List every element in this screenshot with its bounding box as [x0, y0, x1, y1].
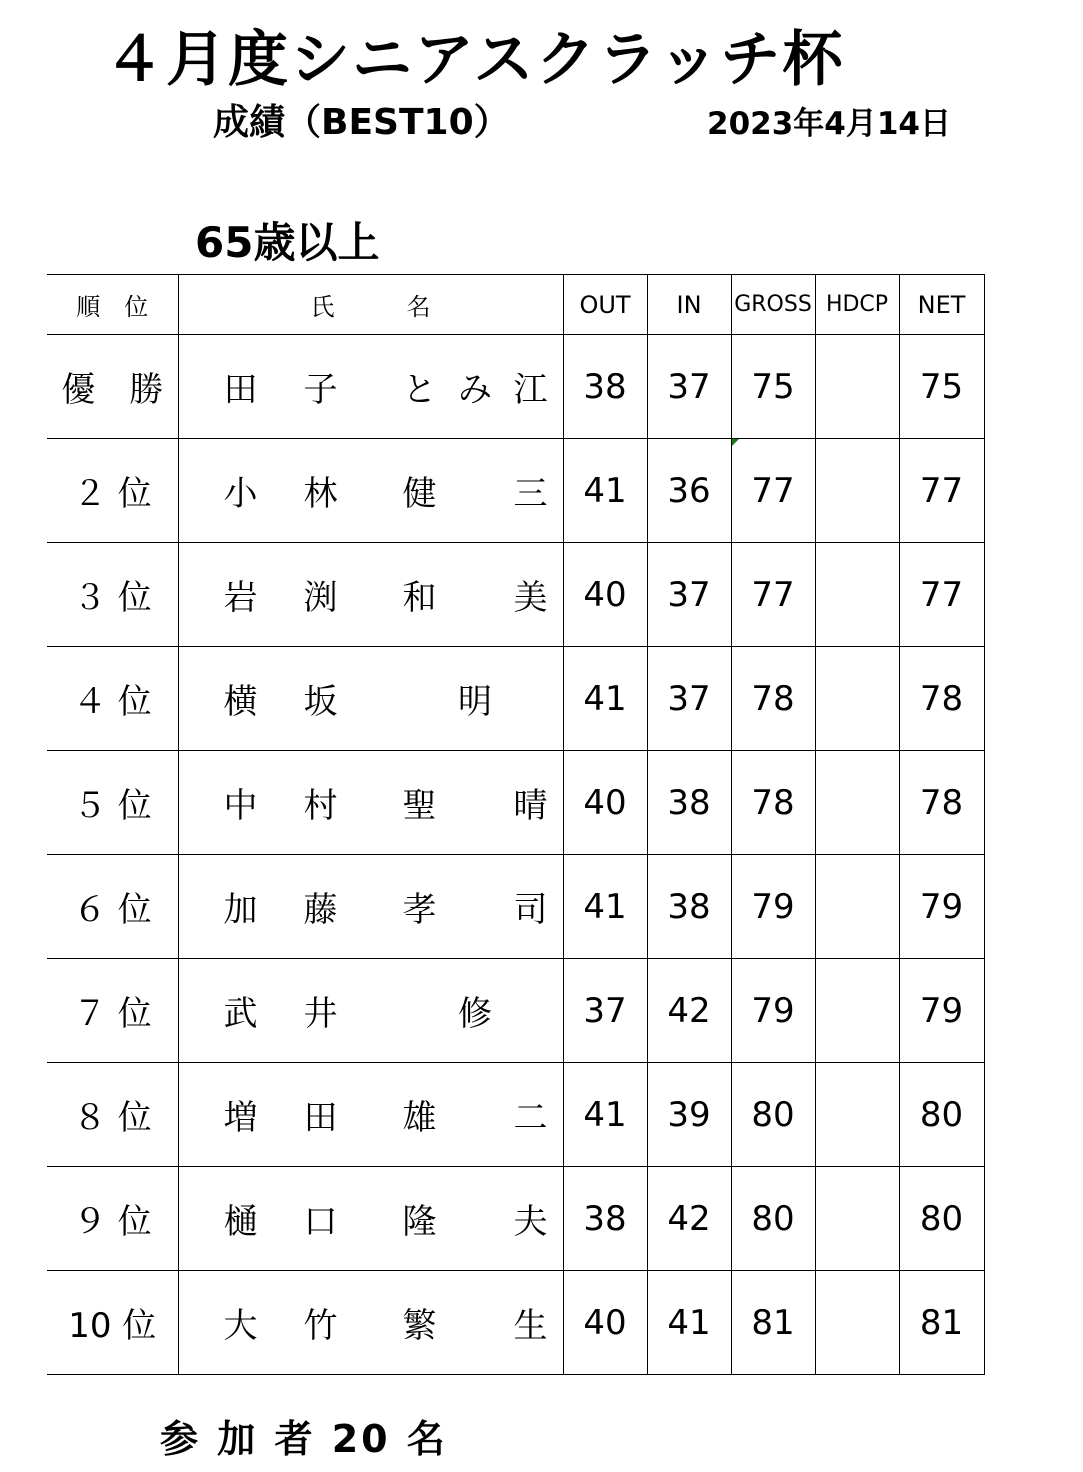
net-score-cell: 78 [899, 647, 984, 751]
given-name: 繁 生 [402, 1306, 548, 1346]
rank-cell: ４ 位 [47, 647, 178, 751]
net-score-cell: 77 [899, 543, 984, 647]
table-row [47, 855, 984, 959]
in-score-cell: 38 [647, 751, 731, 855]
net-score-cell: 80 [899, 1167, 984, 1271]
page-subtitle: 成績（BEST10） [213, 102, 510, 143]
name-cell [178, 335, 563, 439]
in-score-cell: 39 [647, 1063, 731, 1167]
surname: 小 林 [223, 474, 338, 514]
net-score-cell: 79 [899, 855, 984, 959]
surname: 武 井 [223, 994, 338, 1034]
name-cell [178, 959, 563, 1063]
rank-cell: ７ 位 [47, 959, 178, 1063]
event-date: 2023年4月14日 [707, 106, 951, 142]
hdcp-cell [815, 1167, 899, 1271]
in-score-cell: 41 [647, 1271, 731, 1375]
table-row [47, 439, 984, 543]
name-cell [178, 855, 563, 959]
column-header-net: NET [899, 275, 984, 335]
name-cell [178, 647, 563, 751]
surname: 岩 渕 [223, 578, 338, 618]
out-score-cell: 41 [563, 647, 647, 751]
out-score-cell: 40 [563, 1271, 647, 1375]
rank-cell: ５ 位 [47, 751, 178, 855]
given-name: 健 三 [402, 474, 548, 514]
surname: 樋 口 [223, 1202, 338, 1242]
table-header-row [47, 275, 984, 335]
cell-comment-marker [732, 439, 739, 446]
in-score-cell: 42 [647, 1167, 731, 1271]
name-cell [178, 1167, 563, 1271]
in-score-cell: 37 [647, 543, 731, 647]
in-score-cell: 37 [647, 335, 731, 439]
hdcp-cell [815, 751, 899, 855]
table-row [47, 1063, 984, 1167]
hdcp-cell [815, 543, 899, 647]
out-score-cell: 37 [563, 959, 647, 1063]
given-name: 雄 二 [402, 1098, 548, 1138]
hdcp-cell [815, 855, 899, 959]
out-score-cell: 40 [563, 751, 647, 855]
surname: 大 竹 [223, 1306, 338, 1346]
results-table [47, 274, 985, 1375]
given-name: 隆 夫 [402, 1202, 548, 1242]
hdcp-cell [815, 647, 899, 751]
surname: 田 子 [223, 370, 338, 410]
hdcp-cell [815, 439, 899, 543]
out-score-cell: 38 [563, 335, 647, 439]
out-score-cell: 40 [563, 543, 647, 647]
given-name: 修 [458, 994, 492, 1034]
out-score-cell: 38 [563, 1167, 647, 1271]
column-header-in: IN [647, 275, 731, 335]
gross-score-cell: 79 [731, 855, 815, 959]
given-name: と み 江 [402, 370, 548, 410]
table-row [47, 543, 984, 647]
name-cell [178, 1063, 563, 1167]
out-score-cell: 41 [563, 855, 647, 959]
column-header-hdcp: HDCP [815, 275, 899, 335]
column-header-rank: 順 位 [47, 275, 178, 335]
net-score-cell: 80 [899, 1063, 984, 1167]
name-cell [178, 751, 563, 855]
rank-cell: 10 位 [47, 1271, 178, 1375]
gross-score-cell: 77 [731, 439, 815, 543]
rank-cell: 優 勝 [47, 335, 178, 439]
column-header-name: 氏 名 [178, 275, 563, 335]
rank-cell: ８ 位 [47, 1063, 178, 1167]
in-score-cell: 42 [647, 959, 731, 1063]
given-name: 明 [458, 682, 492, 722]
table-row [47, 751, 984, 855]
net-score-cell: 81 [899, 1271, 984, 1375]
column-header-gross: GROSS [731, 275, 815, 335]
given-name: 孝 司 [402, 890, 548, 930]
in-score-cell: 37 [647, 647, 731, 751]
rank-cell: ３ 位 [47, 543, 178, 647]
hdcp-cell [815, 959, 899, 1063]
gross-score-cell: 78 [731, 751, 815, 855]
table-row [47, 1271, 984, 1375]
given-name: 和 美 [402, 578, 548, 618]
hdcp-cell [815, 1271, 899, 1375]
gross-score-cell: 81 [731, 1271, 815, 1375]
age-category-heading: 65歳以上 [195, 218, 380, 267]
out-score-cell: 41 [563, 439, 647, 543]
table-row [47, 647, 984, 751]
net-score-cell: 77 [899, 439, 984, 543]
table-row [47, 959, 984, 1063]
net-score-cell: 78 [899, 751, 984, 855]
surname: 中 村 [223, 786, 338, 826]
in-score-cell: 38 [647, 855, 731, 959]
hdcp-cell [815, 1063, 899, 1167]
gross-score-cell: 79 [731, 959, 815, 1063]
given-name: 聖 晴 [402, 786, 548, 826]
gross-score-cell: 77 [731, 543, 815, 647]
surname: 加 藤 [223, 890, 338, 930]
table-row [47, 1167, 984, 1271]
table-row [47, 335, 984, 439]
column-header-out: OUT [563, 275, 647, 335]
gross-score-cell: 75 [731, 335, 815, 439]
hdcp-cell [815, 335, 899, 439]
net-score-cell: 75 [899, 335, 984, 439]
net-score-cell: 79 [899, 959, 984, 1063]
surname: 増 田 [223, 1098, 338, 1138]
gross-score-cell: 80 [731, 1167, 815, 1271]
gross-score-cell: 78 [731, 647, 815, 751]
rank-cell: ６ 位 [47, 855, 178, 959]
out-score-cell: 41 [563, 1063, 647, 1167]
in-score-cell: 36 [647, 439, 731, 543]
name-cell [178, 439, 563, 543]
name-cell [178, 543, 563, 647]
participant-count: 参 加 者 20 名 [160, 1417, 448, 1461]
page-title: ４月度シニアスクラッチ杯 [104, 25, 845, 95]
rank-cell: ２ 位 [47, 439, 178, 543]
gross-score-cell: 80 [731, 1063, 815, 1167]
name-cell [178, 1271, 563, 1375]
rank-cell: ９ 位 [47, 1167, 178, 1271]
surname: 横 坂 [223, 682, 338, 722]
